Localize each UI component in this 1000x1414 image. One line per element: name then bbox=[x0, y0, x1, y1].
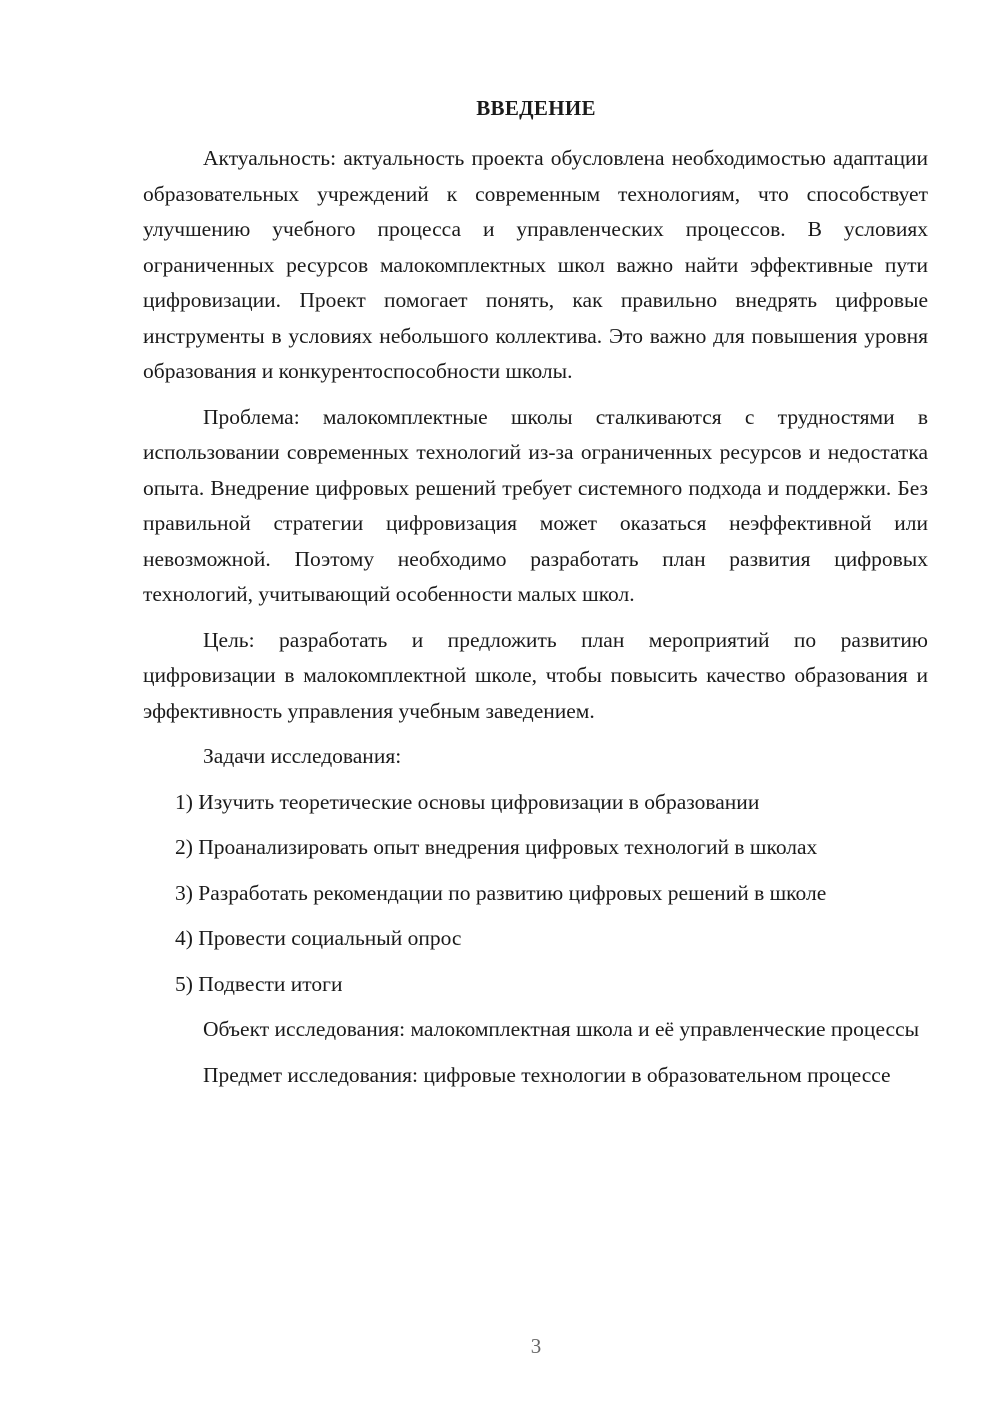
paragraph-goal: Цель: разработать и предложить план мероприятий по развитию цифровизации в малокомплектной школе, чтобы повысить качество образования и эффективность управления учебным заведением. bbox=[143, 627, 928, 723]
task-item-4: 4) Провести социальный опрос bbox=[175, 926, 462, 950]
paragraph-object: Объект исследования: малокомплектная школа и её управленческие процессы bbox=[203, 1017, 920, 1041]
paragraph-relevance: Актуальность: актуальность проекта обусловлена необходимостью адаптации образовательных учреждений к современным технологиям, что способствует улучшению учебного процесса и управленческих процессов. В условиях ограниченных ресурсов малокомплектных школ важно найти эффективные пути цифровизации. Проект помогает понять, как правильно внедрять цифровые инструменты в условиях небольшого коллектива. Это важно для повышения уровня образования и конкурентоспособности школы. bbox=[143, 146, 928, 383]
section-title: ВВЕДЕНИЕ bbox=[476, 96, 596, 120]
task-item-2: 2) Проанализировать опыт внедрения цифровых технологий в школах bbox=[175, 835, 818, 859]
task-item-5: 5) Подвести итоги bbox=[175, 971, 343, 996]
paragraph-subject: Предмет исследования: цифровые технологии в образовательном процессе bbox=[203, 1062, 891, 1087]
task-item-3: 3) Разработать рекомендации по развитию цифровых решений в школе bbox=[175, 880, 827, 905]
paragraph-tasks-heading: Задачи исследования: bbox=[203, 744, 402, 768]
task-item-1: 1) Изучить теоретические основы цифровизации в образовании bbox=[175, 789, 760, 814]
paragraph-problem: Проблема: малокомплектные школы сталкиваются с трудностями в использовании современных технологий из-за ограниченных ресурсов и недостатка опыта. Внедрение цифровых решений требует системного подхода и поддержки. Без правильной стратегии цифровизация может оказаться неэффективной или невозможной. Поэтому необходимо разработать план развития цифровых технологий, учитывающий особенности малых школ. bbox=[143, 404, 928, 606]
page-number: 3 bbox=[530, 1334, 542, 1358]
document-body bbox=[143, 141, 928, 1093]
